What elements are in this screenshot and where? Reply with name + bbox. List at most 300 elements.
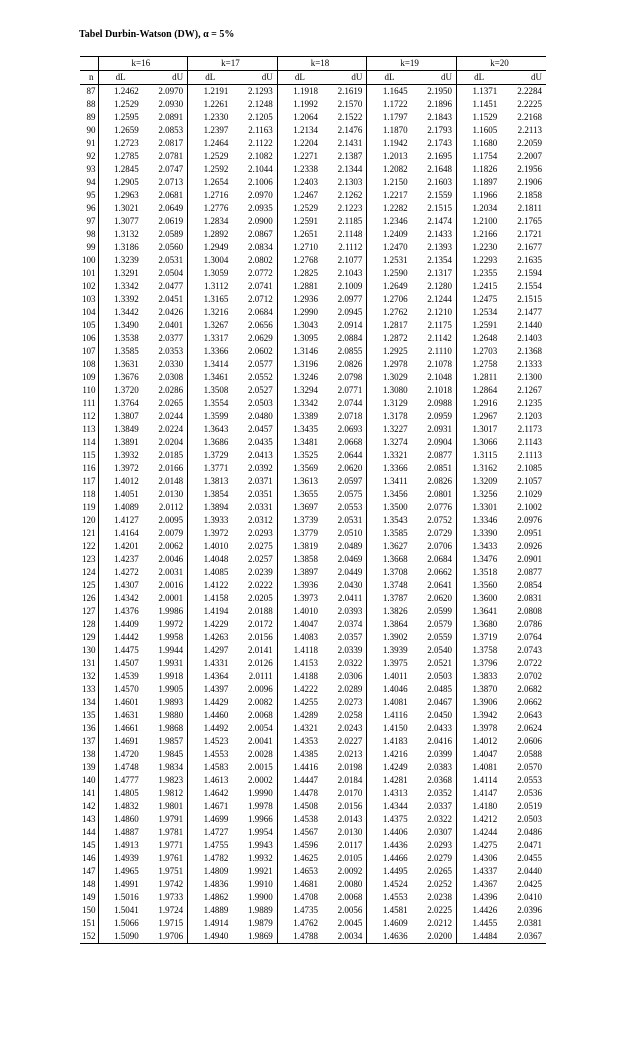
row-n-cell: 98 xyxy=(80,228,98,241)
du-cell: 1.9857 xyxy=(143,735,188,748)
dl-cell: 1.2825 xyxy=(293,268,319,278)
du-cell: 1.9893 xyxy=(143,696,188,709)
dl-cell: 1.3538 xyxy=(114,333,139,343)
table-row xyxy=(80,267,546,280)
dl-cell: 1.3972 xyxy=(203,528,229,538)
du-cell: 2.0597 xyxy=(322,475,367,488)
table-row xyxy=(80,800,546,813)
table-row xyxy=(80,930,546,944)
du-cell: 2.0656 xyxy=(232,319,277,332)
du-cell: 2.0433 xyxy=(412,722,457,735)
dl-cell: 1.3301 xyxy=(472,502,498,512)
du-cell: 2.0185 xyxy=(143,449,188,462)
du-cell: 1.9990 xyxy=(232,787,277,800)
dl-cell: 1.3066 xyxy=(472,437,498,447)
dl-cell: 1.4939 xyxy=(114,853,139,863)
dl-cell: 1.4581 xyxy=(382,905,408,915)
du-cell: 2.0143 xyxy=(322,813,367,826)
table-row xyxy=(80,254,546,267)
du-cell: 2.0801 xyxy=(412,488,457,501)
row-n-cell: 123 xyxy=(80,553,98,566)
dl-cell: 1.2963 xyxy=(114,190,139,200)
du-cell: 2.1677 xyxy=(517,242,543,252)
table-row xyxy=(80,917,546,930)
du-cell: 2.0553 xyxy=(322,501,367,514)
row-n-cell: 104 xyxy=(80,306,98,319)
dl-cell: 1.1966 xyxy=(472,190,498,200)
du-cell: 2.1433 xyxy=(412,228,457,241)
du-cell: 2.0322 xyxy=(322,657,367,670)
dl-cell: 1.3021 xyxy=(114,203,139,213)
du-cell: 2.0503 xyxy=(232,397,277,410)
du-cell: 2.0016 xyxy=(143,579,188,592)
dl-cell: 1.4699 xyxy=(203,814,229,824)
dl-cell: 1.2776 xyxy=(203,203,229,213)
du-cell: 2.0411 xyxy=(322,592,367,605)
du-cell: 2.0410 xyxy=(517,892,543,902)
du-cell: 2.1619 xyxy=(322,85,367,99)
du-cell: 2.0396 xyxy=(517,905,543,915)
du-cell: 2.0054 xyxy=(232,722,277,735)
du-cell: 2.0682 xyxy=(517,684,543,694)
du-cell: 2.0117 xyxy=(322,839,367,852)
dl-cell: 1.2397 xyxy=(203,125,229,135)
dl-cell: 1.2936 xyxy=(293,294,319,304)
dl-cell: 1.4297 xyxy=(203,645,229,655)
dl-cell: 1.2967 xyxy=(472,411,498,421)
du-cell: 2.0624 xyxy=(517,723,543,733)
du-cell: 1.9879 xyxy=(232,917,277,930)
dl-cell: 1.2293 xyxy=(472,255,498,265)
dl-cell: 1.1529 xyxy=(472,112,498,122)
row-n-cell: 120 xyxy=(80,514,98,527)
du-cell: 2.1906 xyxy=(517,177,543,187)
du-cell: 2.0204 xyxy=(143,436,188,449)
du-cell: 2.1594 xyxy=(517,268,543,278)
du-cell: 2.0644 xyxy=(322,449,367,462)
dl-cell: 1.4538 xyxy=(293,814,319,824)
dl-cell: 1.4601 xyxy=(114,697,139,707)
table-row xyxy=(80,735,546,748)
dl-cell: 1.3246 xyxy=(293,372,319,382)
du-cell: 2.0455 xyxy=(517,853,543,863)
du-cell: 2.0855 xyxy=(322,345,367,358)
du-cell: 2.0877 xyxy=(412,449,457,462)
dl-cell: 1.4012 xyxy=(472,736,498,746)
du-cell: 2.0257 xyxy=(232,553,277,566)
dl-cell: 1.3585 xyxy=(114,346,139,356)
du-cell: 2.0374 xyxy=(322,618,367,631)
column-header-du: dU xyxy=(501,71,546,85)
du-cell: 2.0620 xyxy=(322,462,367,475)
du-cell: 2.0519 xyxy=(517,801,543,811)
dl-cell: 1.4631 xyxy=(114,710,139,720)
column-header-dl: dL xyxy=(456,71,501,85)
du-cell: 2.0112 xyxy=(143,501,188,514)
dl-cell: 1.3676 xyxy=(114,372,139,382)
du-cell: 1.9931 xyxy=(143,657,188,670)
dl-cell: 1.2592 xyxy=(203,164,229,174)
dl-cell: 1.2529 xyxy=(293,203,319,213)
dl-cell: 1.4406 xyxy=(382,827,408,837)
dl-cell: 1.3115 xyxy=(472,450,498,460)
du-cell: 2.0744 xyxy=(322,397,367,410)
table-row xyxy=(80,501,546,514)
table-row xyxy=(80,280,546,293)
dl-cell: 1.3973 xyxy=(293,593,319,603)
dl-cell: 1.4122 xyxy=(203,580,229,590)
du-cell: 1.9944 xyxy=(143,644,188,657)
dl-cell: 1.3389 xyxy=(293,411,319,421)
du-cell: 2.0401 xyxy=(143,319,188,332)
du-cell: 2.0559 xyxy=(412,631,457,644)
du-cell: 2.0046 xyxy=(143,553,188,566)
dl-cell: 1.4337 xyxy=(472,866,498,876)
dl-cell: 1.1605 xyxy=(472,125,498,135)
dl-cell: 1.2462 xyxy=(114,86,139,96)
dl-cell: 1.2282 xyxy=(382,203,408,213)
dl-cell: 1.4183 xyxy=(382,736,408,746)
table-row xyxy=(80,670,546,683)
dl-cell: 1.3059 xyxy=(203,268,229,278)
dl-cell: 1.1918 xyxy=(293,86,319,96)
du-cell: 2.1300 xyxy=(517,372,543,382)
du-cell: 1.9900 xyxy=(232,891,277,904)
table-row xyxy=(80,449,546,462)
du-cell: 2.0001 xyxy=(143,592,188,605)
row-n-cell: 110 xyxy=(80,384,98,397)
table-row xyxy=(80,462,546,475)
table-row xyxy=(80,657,546,670)
dl-cell: 1.1754 xyxy=(472,151,498,161)
dl-cell: 1.2710 xyxy=(293,242,319,252)
du-cell: 2.0306 xyxy=(322,670,367,683)
du-cell: 2.0668 xyxy=(322,436,367,449)
du-cell: 2.0718 xyxy=(322,410,367,423)
table-row xyxy=(80,696,546,709)
row-n-cell: 145 xyxy=(80,839,98,852)
du-cell: 2.0641 xyxy=(412,579,457,592)
dl-cell: 1.2916 xyxy=(472,398,498,408)
du-cell: 2.0510 xyxy=(322,527,367,540)
dl-cell: 1.4860 xyxy=(114,814,139,824)
du-cell: 2.1248 xyxy=(232,98,277,111)
dl-cell: 1.3849 xyxy=(114,424,139,434)
dl-cell: 1.2706 xyxy=(382,294,408,304)
du-cell: 2.1009 xyxy=(322,280,367,293)
row-n-cell: 125 xyxy=(80,579,98,592)
dl-cell: 1.3256 xyxy=(472,489,498,499)
du-cell: 2.0430 xyxy=(322,579,367,592)
dl-cell: 1.3390 xyxy=(472,528,498,538)
du-cell: 2.1002 xyxy=(517,502,543,512)
dl-cell: 1.3758 xyxy=(472,645,498,655)
row-n-cell: 149 xyxy=(80,891,98,904)
table-row xyxy=(80,176,546,189)
dl-cell: 1.4114 xyxy=(472,775,498,785)
dl-cell: 1.4661 xyxy=(114,723,139,733)
row-n-cell: 95 xyxy=(80,189,98,202)
du-cell: 2.0425 xyxy=(517,879,543,889)
du-cell: 2.1559 xyxy=(412,189,457,202)
dl-cell: 1.4708 xyxy=(293,892,319,902)
du-cell: 2.0643 xyxy=(517,710,543,720)
du-cell: 2.0457 xyxy=(232,423,277,436)
dl-cell: 1.3720 xyxy=(114,385,139,395)
dl-cell: 1.3294 xyxy=(293,385,319,395)
du-cell: 2.0265 xyxy=(412,865,457,878)
table-row xyxy=(80,111,546,124)
dl-cell: 1.4081 xyxy=(472,762,498,772)
du-cell: 2.0662 xyxy=(517,697,543,707)
dl-cell: 1.4735 xyxy=(293,905,319,915)
du-cell: 2.0741 xyxy=(232,280,277,293)
dl-cell: 1.3870 xyxy=(472,684,498,694)
dl-cell: 1.3932 xyxy=(114,450,139,460)
dl-cell: 1.4416 xyxy=(293,762,319,772)
row-n-cell: 113 xyxy=(80,423,98,436)
dl-cell: 1.4681 xyxy=(293,879,319,889)
du-cell: 2.0693 xyxy=(322,423,367,436)
row-n-cell: 97 xyxy=(80,215,98,228)
dl-cell: 1.1680 xyxy=(472,138,498,148)
dl-cell: 1.4809 xyxy=(203,866,229,876)
du-cell: 2.0339 xyxy=(322,644,367,657)
du-cell: 2.0212 xyxy=(412,917,457,930)
du-cell: 2.0393 xyxy=(322,605,367,618)
dl-cell: 1.2648 xyxy=(472,333,498,343)
du-cell: 2.0028 xyxy=(232,748,277,761)
du-cell: 2.0105 xyxy=(322,852,367,865)
dl-cell: 1.3796 xyxy=(472,658,498,668)
du-cell: 2.0480 xyxy=(232,410,277,423)
dl-cell: 1.4307 xyxy=(114,580,139,590)
corner-cell xyxy=(80,57,98,71)
du-cell: 2.0307 xyxy=(412,826,457,839)
dl-cell: 1.3627 xyxy=(382,541,408,551)
dl-cell: 1.3291 xyxy=(114,268,139,278)
du-cell: 2.1843 xyxy=(412,111,457,124)
dl-cell: 1.3162 xyxy=(472,463,498,473)
du-cell: 2.0834 xyxy=(232,241,277,254)
row-n-cell: 111 xyxy=(80,397,98,410)
dl-cell: 1.3414 xyxy=(203,359,229,369)
dl-cell: 1.4625 xyxy=(293,853,319,863)
dl-cell: 1.2150 xyxy=(382,177,408,187)
du-cell: 2.0062 xyxy=(143,540,188,553)
dl-cell: 1.2768 xyxy=(293,255,319,265)
dl-cell: 1.2905 xyxy=(114,177,139,187)
du-cell: 2.0945 xyxy=(322,306,367,319)
du-cell: 2.0337 xyxy=(412,800,457,813)
du-cell: 2.1354 xyxy=(412,254,457,267)
du-cell: 2.0977 xyxy=(322,293,367,306)
dl-cell: 1.3891 xyxy=(114,437,139,447)
dl-cell: 1.2590 xyxy=(382,268,408,278)
table-row xyxy=(80,709,546,722)
dl-cell: 1.4539 xyxy=(114,671,139,681)
dl-cell: 1.4089 xyxy=(114,502,139,512)
dl-cell: 1.3267 xyxy=(203,320,229,330)
du-cell: 2.0293 xyxy=(412,839,457,852)
du-cell: 2.1344 xyxy=(322,163,367,176)
dl-cell: 1.4331 xyxy=(203,658,229,668)
du-cell: 2.0884 xyxy=(322,332,367,345)
dl-cell: 1.4442 xyxy=(114,632,139,642)
du-cell: 2.0521 xyxy=(412,657,457,670)
table-row xyxy=(80,124,546,137)
du-cell: 1.9972 xyxy=(143,618,188,631)
row-n-cell: 90 xyxy=(80,124,98,137)
dl-cell: 1.3518 xyxy=(472,567,498,577)
du-cell: 1.9781 xyxy=(143,826,188,839)
du-cell: 2.0904 xyxy=(412,436,457,449)
dl-cell: 1.4940 xyxy=(188,930,233,944)
dl-cell: 1.3342 xyxy=(293,398,319,408)
du-cell: 2.0867 xyxy=(232,228,277,241)
dl-cell: 1.2464 xyxy=(203,138,229,148)
dl-cell: 1.3392 xyxy=(114,294,139,304)
column-header-n: n xyxy=(80,71,98,85)
row-n-cell: 108 xyxy=(80,358,98,371)
dl-cell: 1.3655 xyxy=(293,489,319,499)
du-cell: 1.9910 xyxy=(232,878,277,891)
dl-cell: 1.1870 xyxy=(382,125,408,135)
dl-cell: 1.4085 xyxy=(203,567,229,577)
dl-cell: 1.4012 xyxy=(114,476,139,486)
row-n-cell: 91 xyxy=(80,137,98,150)
dl-cell: 1.4447 xyxy=(293,775,319,785)
k-header: k=20 xyxy=(456,57,546,71)
table-row xyxy=(80,527,546,540)
dl-cell: 1.2785 xyxy=(114,151,139,161)
table-row xyxy=(80,436,546,449)
du-cell: 2.0416 xyxy=(412,735,457,748)
row-n-cell: 138 xyxy=(80,748,98,761)
table-row xyxy=(80,566,546,579)
table-row xyxy=(80,592,546,605)
dl-cell: 1.2034 xyxy=(472,203,498,213)
dl-cell: 1.2475 xyxy=(472,294,498,304)
table-row xyxy=(80,85,546,99)
du-cell: 2.0602 xyxy=(232,345,277,358)
du-cell: 1.9943 xyxy=(232,839,277,852)
du-cell: 2.0577 xyxy=(232,358,277,371)
du-cell: 2.0877 xyxy=(517,567,543,577)
du-cell: 2.0467 xyxy=(412,696,457,709)
du-cell: 2.0531 xyxy=(322,514,367,527)
dl-cell: 1.1826 xyxy=(472,164,498,174)
du-cell: 2.1403 xyxy=(517,333,543,343)
du-cell: 2.0331 xyxy=(232,501,277,514)
du-cell: 2.0200 xyxy=(412,930,457,944)
dl-cell: 1.4567 xyxy=(293,827,319,837)
du-cell: 2.0620 xyxy=(412,592,457,605)
table-row xyxy=(80,319,546,332)
dl-cell: 1.4118 xyxy=(293,645,319,655)
table-row xyxy=(80,683,546,696)
dl-cell: 1.2355 xyxy=(472,268,498,278)
du-cell: 2.0330 xyxy=(143,358,188,371)
table-row xyxy=(80,345,546,358)
dl-cell: 1.4429 xyxy=(203,697,229,707)
dl-cell: 1.1451 xyxy=(472,99,498,109)
du-cell: 2.0082 xyxy=(232,696,277,709)
du-cell: 2.0079 xyxy=(143,527,188,540)
row-n-cell: 102 xyxy=(80,280,98,293)
du-cell: 2.1175 xyxy=(412,319,457,332)
du-cell: 2.0606 xyxy=(517,736,543,746)
dl-cell: 1.5090 xyxy=(98,930,143,944)
dl-cell: 1.2082 xyxy=(382,164,408,174)
dl-cell: 1.4553 xyxy=(203,749,229,759)
dl-cell: 1.3442 xyxy=(114,307,139,317)
dl-cell: 1.2595 xyxy=(114,112,139,122)
row-n-cell: 131 xyxy=(80,657,98,670)
du-cell: 2.0914 xyxy=(322,319,367,332)
dl-cell: 1.4914 xyxy=(203,918,229,928)
du-cell: 2.0205 xyxy=(232,592,277,605)
du-cell: 2.1721 xyxy=(517,229,543,239)
row-n-cell: 142 xyxy=(80,800,98,813)
du-cell: 2.1078 xyxy=(412,358,457,371)
dl-cell: 1.4321 xyxy=(293,723,319,733)
du-cell: 2.2168 xyxy=(517,112,543,122)
table-row xyxy=(80,618,546,631)
du-cell: 2.0239 xyxy=(232,566,277,579)
du-cell: 2.0322 xyxy=(412,813,457,826)
du-cell: 2.0469 xyxy=(322,553,367,566)
row-n-cell: 107 xyxy=(80,345,98,358)
dl-cell: 1.4153 xyxy=(293,658,319,668)
dl-cell: 1.4762 xyxy=(293,918,319,928)
du-cell: 2.0599 xyxy=(412,605,457,618)
du-cell: 2.0489 xyxy=(322,540,367,553)
dl-cell: 1.3748 xyxy=(382,580,408,590)
du-cell: 2.0772 xyxy=(232,267,277,280)
dl-cell: 1.3112 xyxy=(203,281,229,291)
du-cell: 2.0570 xyxy=(517,762,543,772)
du-cell: 2.0031 xyxy=(143,566,188,579)
row-n-cell: 150 xyxy=(80,904,98,917)
du-cell: 2.1440 xyxy=(517,320,543,330)
dl-cell: 1.4862 xyxy=(203,892,229,902)
row-n-cell: 116 xyxy=(80,462,98,475)
dl-cell: 1.4782 xyxy=(203,853,229,863)
dl-cell: 1.4609 xyxy=(382,918,408,928)
dl-cell: 1.3490 xyxy=(114,320,139,330)
dl-cell: 1.2330 xyxy=(203,112,229,122)
du-cell: 2.0712 xyxy=(232,293,277,306)
row-n-cell: 141 xyxy=(80,787,98,800)
table-row xyxy=(80,397,546,410)
row-n-cell: 130 xyxy=(80,644,98,657)
du-cell: 2.0743 xyxy=(517,645,543,655)
dl-cell: 1.3146 xyxy=(293,346,319,356)
dl-cell: 1.2864 xyxy=(472,385,498,395)
dl-cell: 1.2529 xyxy=(114,99,139,109)
du-cell: 1.9880 xyxy=(143,709,188,722)
column-header-row xyxy=(80,71,546,85)
table-row xyxy=(80,137,546,150)
du-cell: 2.0451 xyxy=(143,293,188,306)
dl-cell: 1.3906 xyxy=(472,697,498,707)
page-title: Tabel Durbin-Watson (DW), α = 5% xyxy=(79,29,235,40)
dl-cell: 1.2703 xyxy=(472,346,498,356)
table-row xyxy=(80,605,546,618)
row-n-cell: 105 xyxy=(80,319,98,332)
dl-cell: 1.2758 xyxy=(472,359,498,369)
